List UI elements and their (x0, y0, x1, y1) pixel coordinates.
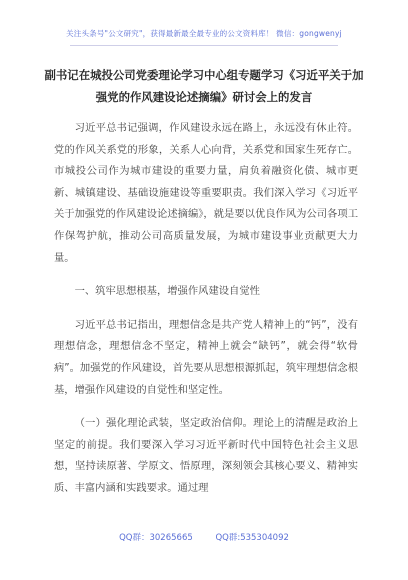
footer-qq-group-2: QQ群:535304092 (215, 533, 289, 543)
body-paragraph: 习近平总书记指出，理想信念是共产党人精神上的“钙”，没有理想信念，理想信念不坚定，精神上就会“缺钙”，就会得“软骨病”。加强党的作风建设，首先要从思想根源抓起，筑牢理想信念根基，增强作风建设的自觉性和坚定性。 (54, 318, 358, 396)
intro-paragraph: 习近平总书记强调，作风建设永远在路上，永远没有休止符。党的作风关系党的形象，关系人心向背，关系党和国家生死存亡。市城投公司作为城市建设的重要力量，肩负着融资化债、城市更新、城镇建设、基础设施建设等重要职责。我们深入学习《习近平关于加强党的作风建设论述摘编》，就是要以优良作风为公司各项工作保驾护航，推动公司高质量发展，为城市建设事业贡献更大力量。 (54, 122, 358, 264)
document-title: 副书记在城投公司党委理论学习中心组专题学习《习近平关于加强党的作风建设论述摘编》研讨会上的发言 (44, 68, 364, 104)
body-paragraph: （一）强化理论武装，坚定政治信仰。理论上的清醒是政治上坚定的前提。我们要深入学习习近平新时代中国特色社会主义思想，坚持读原著、学原文、悟原理，深刻领会其核心要义、精神实质、丰富内涵和实践要求。通过理 (54, 417, 358, 494)
footer-qq-group-1: QQ群：30265665 (119, 533, 193, 543)
footer-contact (0, 531, 408, 543)
document-body (54, 118, 358, 512)
section-heading: 一、筑牢思想根基，增强作风建设自觉性 (74, 285, 260, 298)
banner-divider (70, 45, 338, 46)
header-banner: 关注头条号"公文研究"，获得最新最全最专业的公文资料库！ 微信：gongwenyj (66, 29, 342, 38)
